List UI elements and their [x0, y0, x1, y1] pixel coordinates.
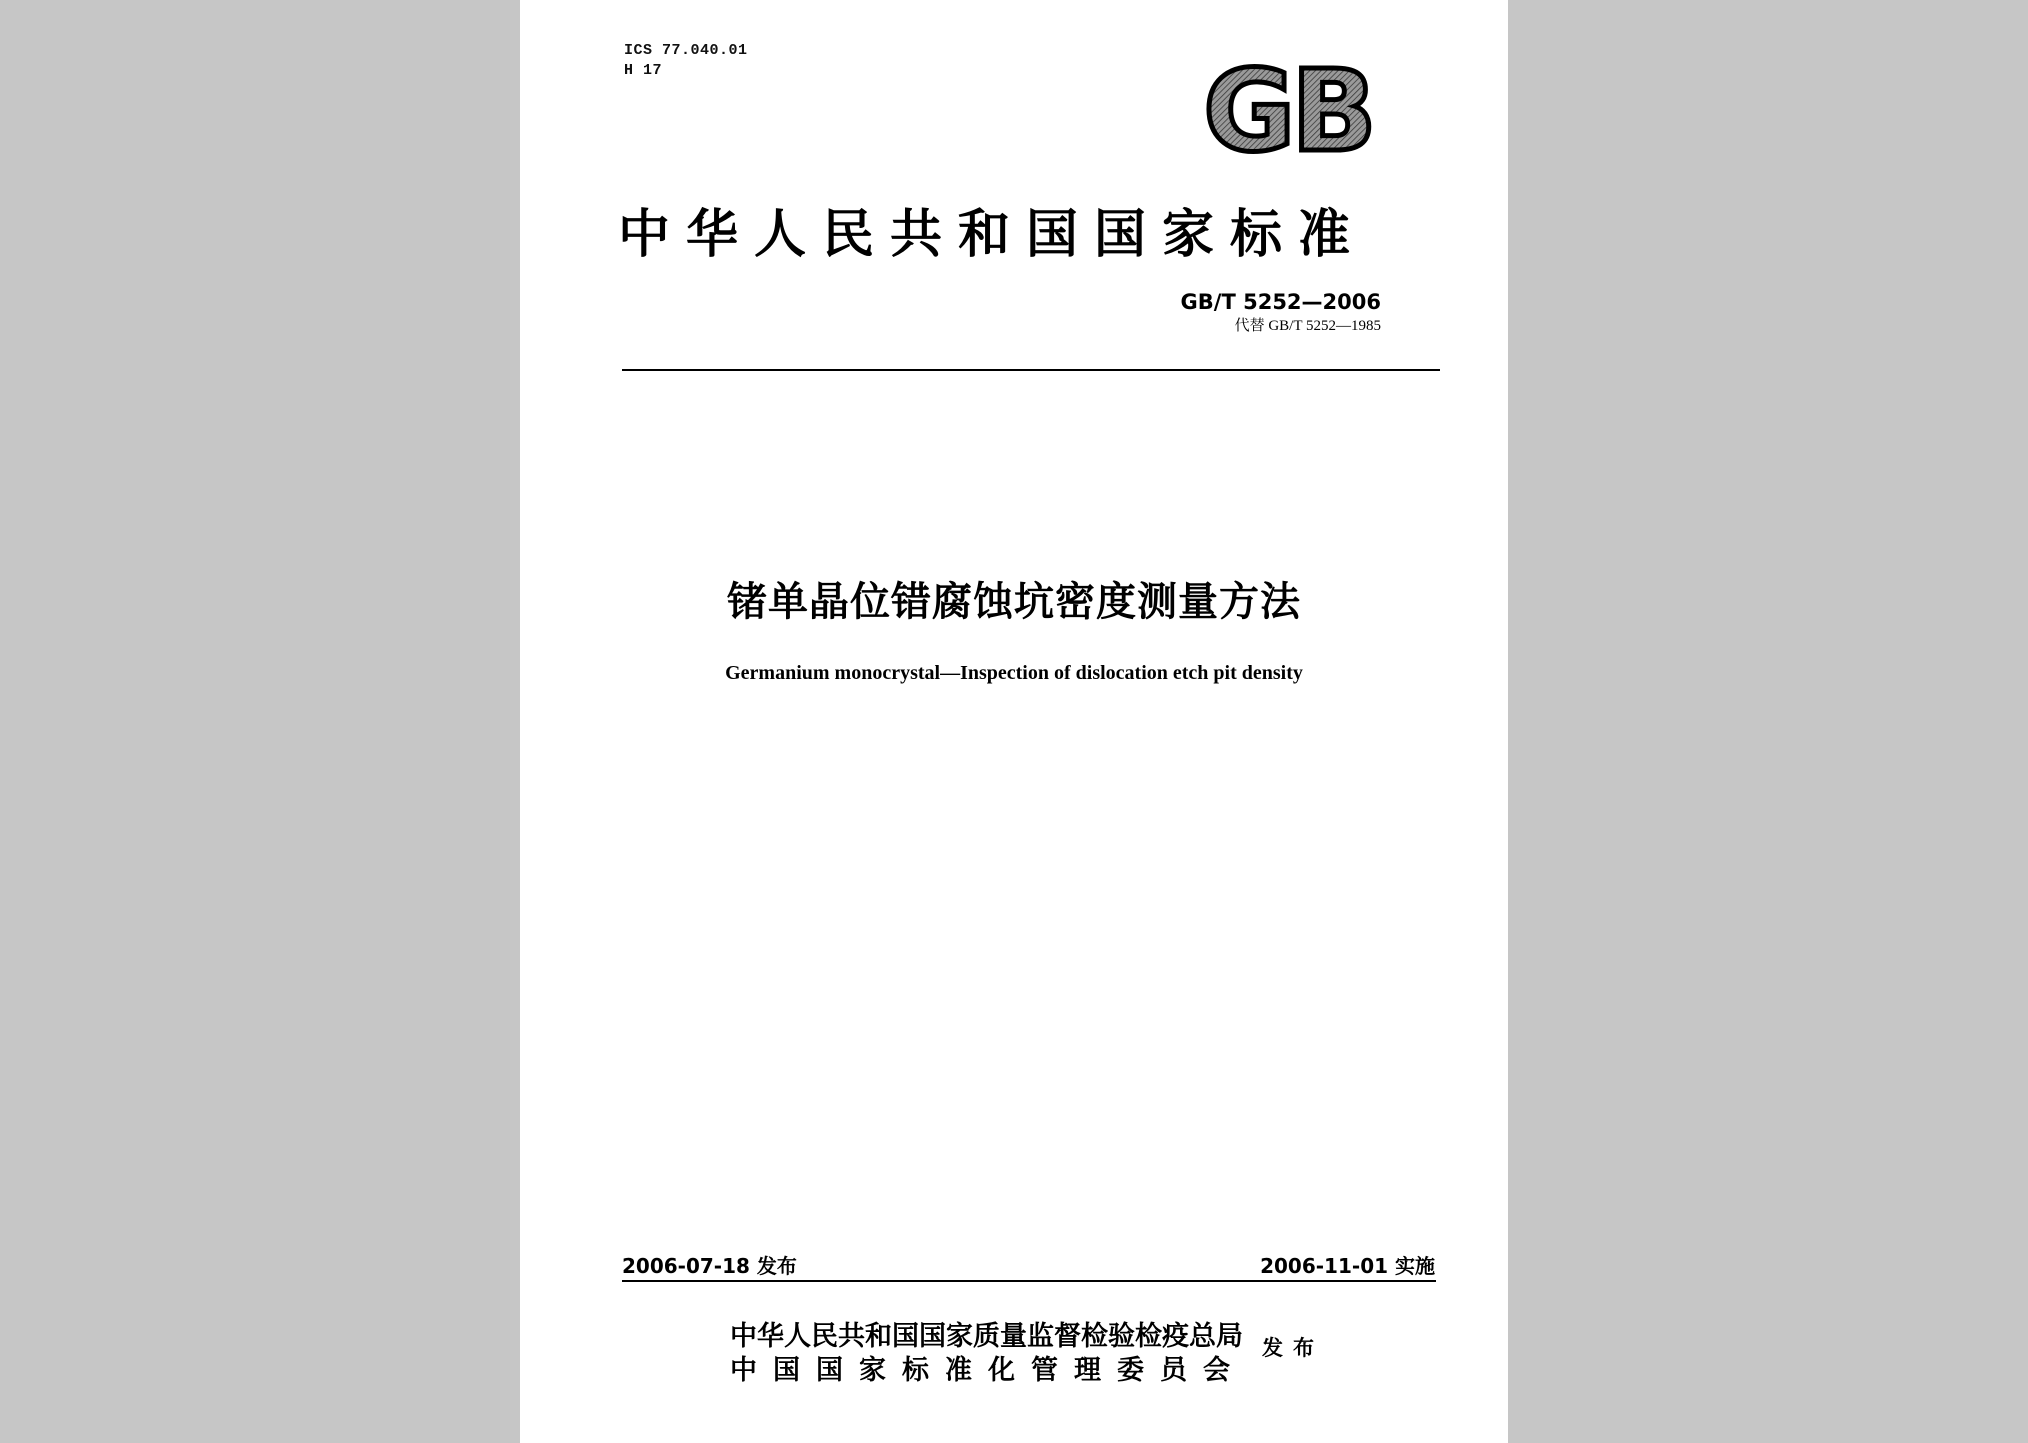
- publisher-sac: 中国国家标准化管理委员会: [730, 1355, 1246, 1385]
- footer-divider: [622, 1280, 1436, 1282]
- english-title: Germanium monocrystal—Inspection of dislocation etch pit density: [725, 662, 1303, 684]
- document-page: [520, 0, 1508, 1443]
- replaces-standard: 代替 GB/T 5252—1985: [1234, 318, 1381, 334]
- ics-code: ICS 77.040.01: [624, 42, 748, 59]
- gb-logo-text: GB: [1203, 56, 1373, 166]
- implementation-date: 2006-11-01 实施: [1260, 1254, 1435, 1278]
- issue-date: 2006-07-18 发布: [622, 1254, 797, 1278]
- national-standard-title: 中华人民共和国国家标准: [618, 207, 1367, 264]
- chinese-title: 锗单晶位错腐蚀坑密度测量方法: [727, 579, 1301, 625]
- gb-logo: [1188, 56, 1388, 166]
- classification-code: H 17: [624, 62, 663, 79]
- header-divider: [622, 369, 1440, 371]
- publish-label: 发布: [1262, 1336, 1324, 1360]
- standard-number: GB/T 5252—2006: [1180, 290, 1381, 314]
- publisher-aqsiq: 中华人民共和国国家质量监督检验检疫总局: [730, 1321, 1243, 1351]
